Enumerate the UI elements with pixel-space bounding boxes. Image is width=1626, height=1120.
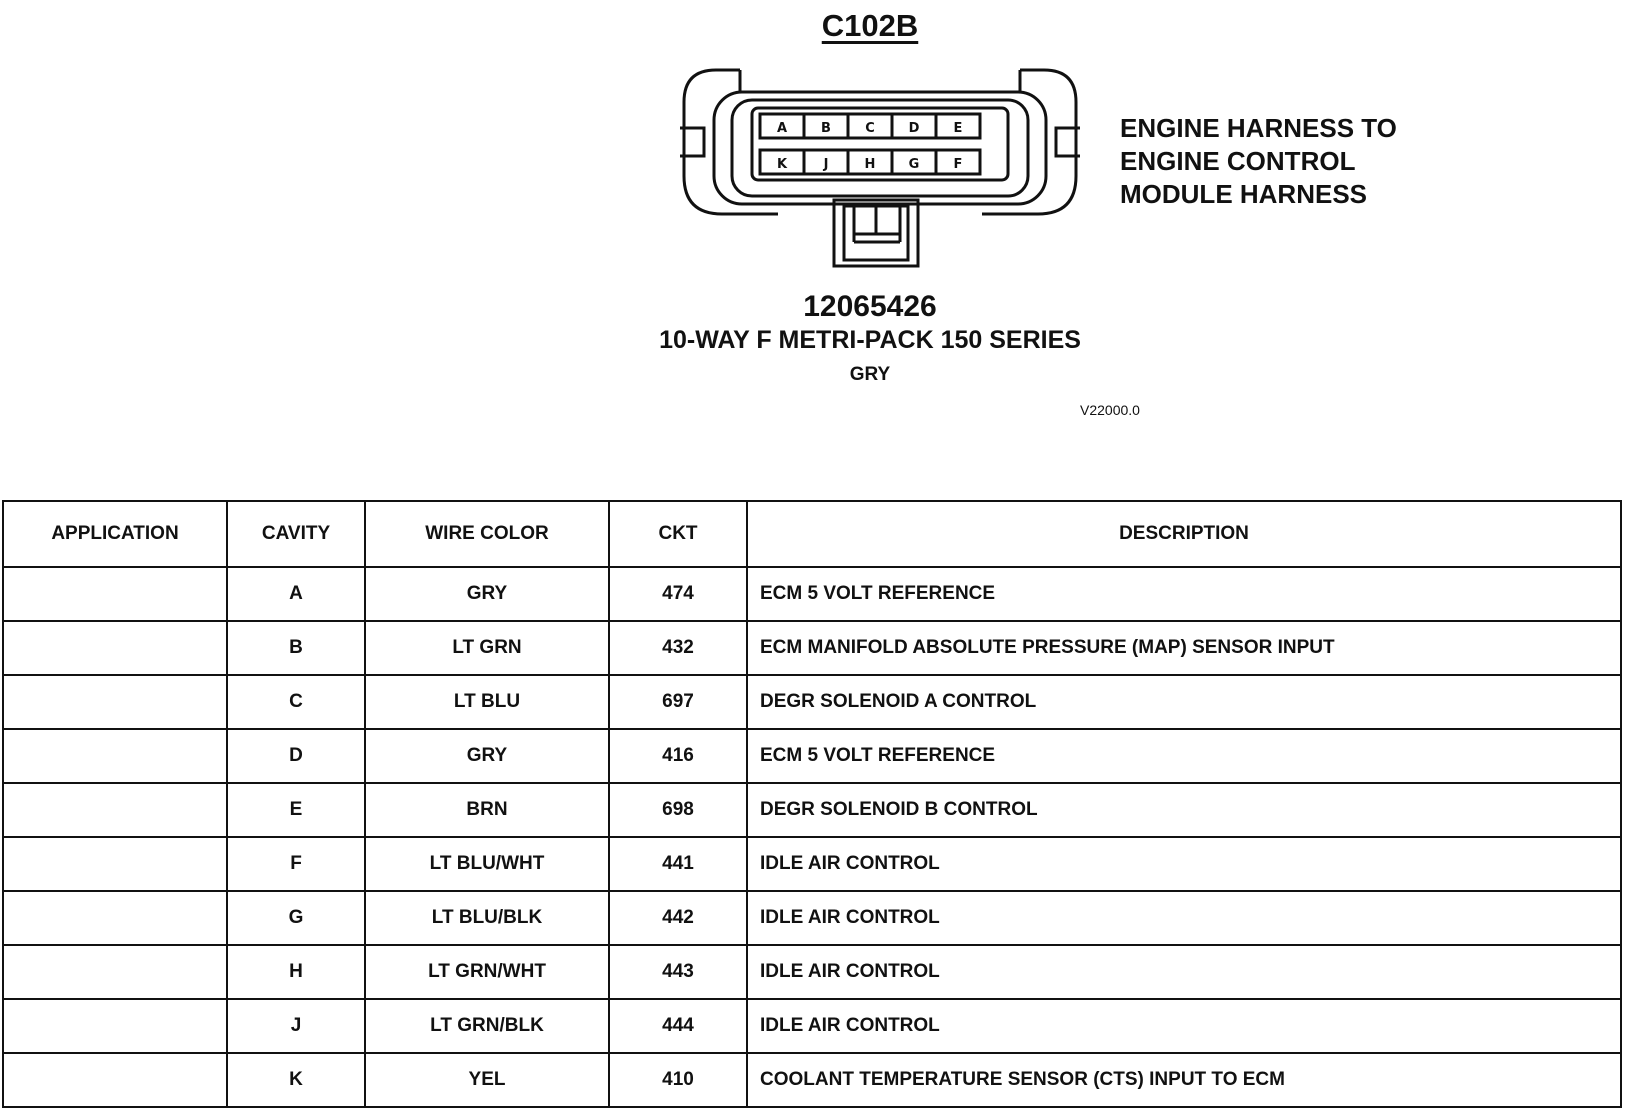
cell-cavity: J (227, 999, 365, 1053)
cell-description: IDLE AIR CONTROL (747, 999, 1621, 1053)
cell-cavity: H (227, 945, 365, 999)
header-cavity: CAVITY (227, 501, 365, 567)
cavity-label: A (776, 121, 788, 136)
cell-ckt: 441 (609, 837, 747, 891)
locking-tab (834, 200, 918, 266)
cell-wire-color: LT BLU (365, 675, 609, 729)
table-row (3, 783, 1621, 837)
cavity-label: H (864, 157, 876, 172)
header-wire-color: WIRE COLOR (365, 501, 609, 567)
part-number: 12065426 (803, 290, 937, 323)
connector-diagram (680, 66, 1080, 272)
cell-description: IDLE AIR CONTROL (747, 891, 1621, 945)
cell-wire-color: GRY (365, 729, 609, 783)
cell-application (3, 945, 227, 999)
cell-cavity: B (227, 621, 365, 675)
cell-wire-color: YEL (365, 1053, 609, 1107)
table-row (3, 621, 1621, 675)
cell-description: DEGR SOLENOID B CONTROL (747, 783, 1621, 837)
harness-description (1120, 112, 1397, 211)
cell-application (3, 1053, 227, 1107)
cell-wire-color: LT BLU/WHT (365, 837, 609, 891)
header-description: DESCRIPTION (747, 501, 1621, 567)
cell-application (3, 783, 227, 837)
cell-wire-color: LT BLU/BLK (365, 891, 609, 945)
cell-wire-color: LT GRN/WHT (365, 945, 609, 999)
cavity-label: E (953, 121, 963, 136)
cell-cavity: C (227, 675, 365, 729)
cavity-label: K (776, 157, 788, 172)
cell-description: IDLE AIR CONTROL (747, 945, 1621, 999)
cell-cavity: K (227, 1053, 365, 1107)
cell-description: COOLANT TEMPERATURE SENSOR (CTS) INPUT TO ECM (747, 1053, 1621, 1107)
table-row (3, 999, 1621, 1053)
connector-series: 10-WAY F METRI-PACK 150 SERIES (659, 326, 1081, 354)
cell-ckt: 432 (609, 621, 747, 675)
cell-application (3, 837, 227, 891)
cell-wire-color: LT GRN (365, 621, 609, 675)
table-row (3, 1053, 1621, 1107)
table-row (3, 567, 1621, 621)
harness-description-line: ENGINE CONTROL (1120, 146, 1356, 176)
table-body (3, 567, 1621, 1107)
cell-ckt: 442 (609, 891, 747, 945)
table-row (3, 891, 1621, 945)
cell-wire-color: GRY (365, 567, 609, 621)
table-header-row (3, 501, 1621, 567)
cell-application (3, 621, 227, 675)
figure-id: V22000.0 (1080, 402, 1140, 418)
cell-ckt: 444 (609, 999, 747, 1053)
cell-wire-color: BRN (365, 783, 609, 837)
cell-ckt: 443 (609, 945, 747, 999)
cavity-table (2, 500, 1622, 1108)
cavity-label: B (821, 121, 831, 136)
cell-description: ECM 5 VOLT REFERENCE (747, 729, 1621, 783)
cell-ckt: 474 (609, 567, 747, 621)
cell-cavity: G (227, 891, 365, 945)
housing-color: GRY (849, 364, 891, 385)
cell-description: ECM MANIFOLD ABSOLUTE PRESSURE (MAP) SENSOR INPUT (747, 621, 1621, 675)
cavity-label: F (953, 157, 963, 172)
header-ckt: CKT (609, 501, 747, 567)
cell-cavity: D (227, 729, 365, 783)
cell-application (3, 891, 227, 945)
cell-ckt: 698 (609, 783, 747, 837)
header-application: APPLICATION (3, 501, 227, 567)
cell-ckt: 416 (609, 729, 747, 783)
harness-description-line: ENGINE HARNESS TO (1120, 113, 1397, 143)
cell-description: ECM 5 VOLT REFERENCE (747, 567, 1621, 621)
table-row (3, 945, 1621, 999)
cell-ckt: 697 (609, 675, 747, 729)
cell-application (3, 567, 227, 621)
cavity-label: C (865, 121, 875, 136)
cell-cavity: F (227, 837, 365, 891)
cell-application (3, 675, 227, 729)
table-row (3, 729, 1621, 783)
table-row (3, 837, 1621, 891)
harness-description-line: MODULE HARNESS (1120, 179, 1368, 209)
cavity-label: D (908, 121, 920, 136)
cell-wire-color: LT GRN/BLK (365, 999, 609, 1053)
cell-application (3, 729, 227, 783)
cell-application (3, 999, 227, 1053)
cell-ckt: 410 (609, 1053, 747, 1107)
cell-cavity: A (227, 567, 365, 621)
cavity-label: J (823, 157, 829, 172)
cell-cavity: E (227, 783, 365, 837)
table-row (3, 675, 1621, 729)
cell-description: DEGR SOLENOID A CONTROL (747, 675, 1621, 729)
cavity-label: G (908, 157, 920, 172)
connector-title: C102B (821, 8, 919, 43)
cell-description: IDLE AIR CONTROL (747, 837, 1621, 891)
